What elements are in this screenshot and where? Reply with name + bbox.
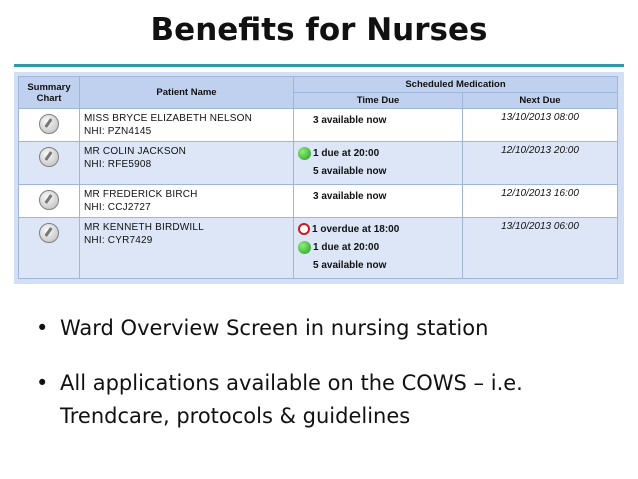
next-due-header: Next Due — [463, 93, 618, 109]
patient-name: MR KENNETH BIRDWILL — [84, 222, 204, 233]
due-text: 1 due at 20:00 — [313, 242, 380, 253]
next-due-cell: 12/10/2013 16:00 — [463, 185, 618, 218]
table-row[interactable] — [19, 109, 618, 142]
slide-title: Benefits for Nurses — [150, 12, 488, 48]
summary-chart-cell[interactable] — [19, 109, 80, 142]
title-rule — [14, 64, 624, 67]
table-row[interactable] — [19, 185, 618, 218]
due-text: 5 available now — [313, 260, 387, 271]
patient-cell[interactable] — [80, 218, 294, 279]
patient-nhi: NHI: CYR7429 — [84, 235, 153, 246]
bullet-list — [36, 312, 616, 455]
due-text: 1 due at 20:00 — [313, 148, 380, 159]
bullet-text: Ward Overview Screen in nursing station — [60, 316, 489, 340]
due-text: 3 available now — [313, 191, 387, 202]
patient-cell[interactable] — [80, 185, 294, 218]
summary-chart-cell[interactable] — [19, 185, 80, 218]
patient-name: MR COLIN JACKSON — [84, 146, 187, 157]
due-text: 1 overdue at 18:00 — [312, 224, 400, 235]
due-text: 3 available now — [313, 115, 387, 126]
time-due-cell — [294, 218, 463, 279]
patient-nhi: NHI: CCJ2727 — [84, 202, 151, 213]
patient-nhi: NHI: PZN4145 — [84, 126, 152, 137]
patient-name: MR FREDERICK BIRCH — [84, 189, 198, 200]
time-due-cell — [294, 185, 463, 218]
ward-overview-table — [18, 76, 618, 279]
summary-chart-cell[interactable] — [19, 142, 80, 185]
time-due-header: Time Due — [294, 93, 463, 109]
bullet-item — [36, 312, 616, 345]
next-due-cell: 13/10/2013 08:00 — [463, 109, 618, 142]
table-row[interactable] — [19, 142, 618, 185]
summary-chart-icon[interactable] — [39, 190, 59, 210]
green-dot-icon — [298, 241, 311, 254]
bullet-marker: • — [36, 371, 49, 395]
table-row[interactable] — [19, 218, 618, 279]
patient-name: MISS BRYCE ELIZABETH NELSON — [84, 113, 253, 124]
patient-nhi: NHI: RFE5908 — [84, 159, 152, 170]
bullet-marker: • — [36, 316, 49, 340]
summary-chart-icon[interactable] — [39, 223, 59, 243]
patient-cell[interactable] — [80, 109, 294, 142]
green-dot-icon — [298, 147, 311, 160]
time-due-cell — [294, 109, 463, 142]
summary-chart-icon[interactable] — [39, 114, 59, 134]
scheduled-medication-header: Scheduled Medication — [294, 77, 618, 93]
summary-chart-icon[interactable] — [39, 147, 59, 167]
alarm-clock-icon — [298, 223, 310, 235]
patient-name-header: Patient Name — [80, 77, 294, 109]
bullet-item — [36, 367, 616, 433]
time-due-cell — [294, 142, 463, 185]
bullet-text: All applications available on the COWS – i.e. Trendcare, protocols & guidelines — [60, 371, 523, 428]
due-text: 5 available now — [313, 166, 387, 177]
patient-cell[interactable] — [80, 142, 294, 185]
summary-chart-header: Summary Chart — [19, 77, 80, 109]
summary-chart-cell[interactable] — [19, 218, 80, 279]
next-due-cell: 13/10/2013 06:00 — [463, 218, 618, 279]
next-due-cell: 12/10/2013 20:00 — [463, 142, 618, 185]
